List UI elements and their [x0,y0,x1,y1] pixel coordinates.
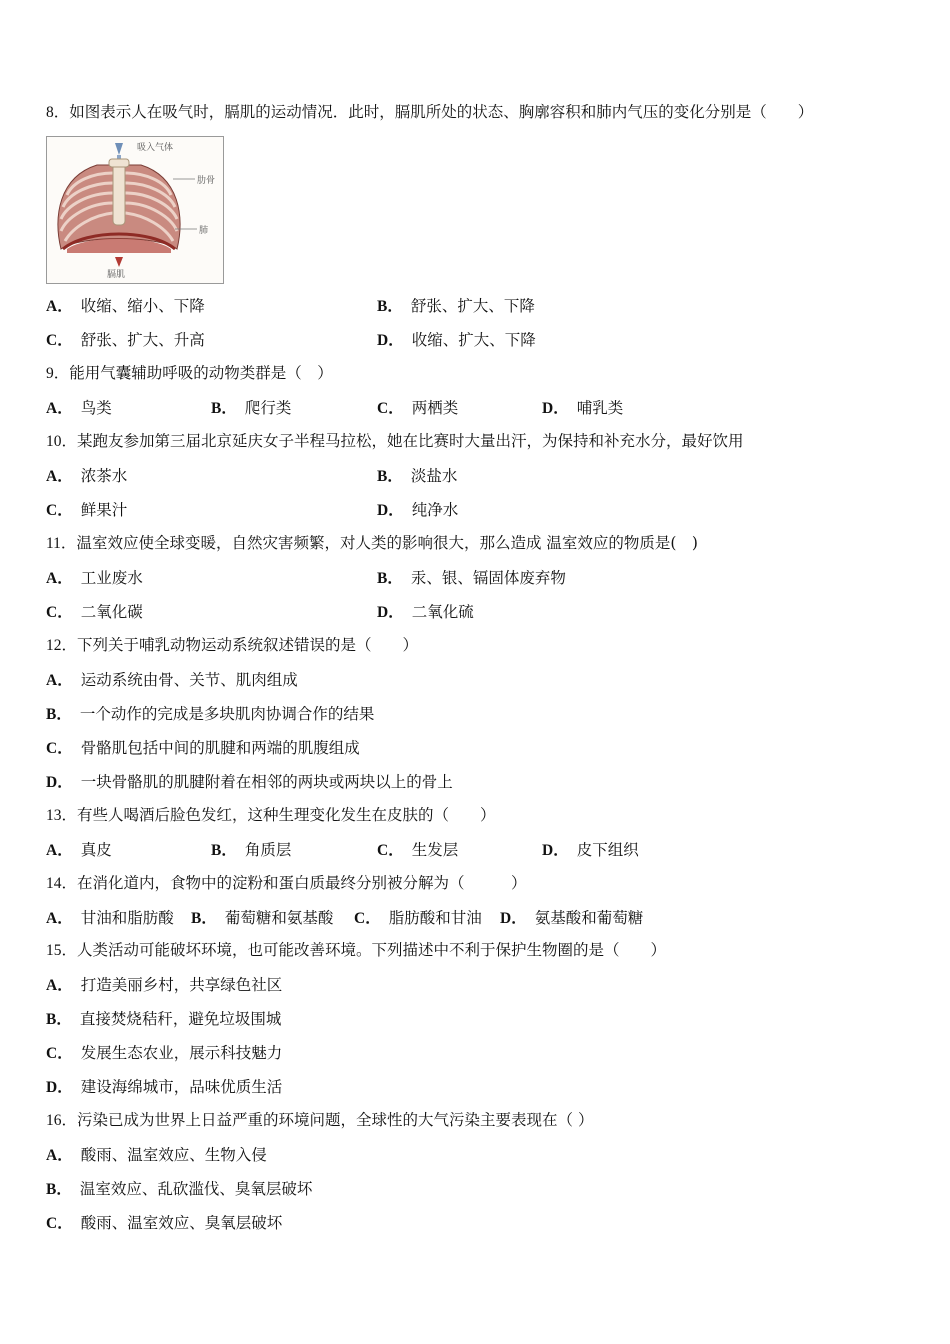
option-text: 脂肪酸和甘油 [388,909,482,927]
question-11-stem [46,532,910,555]
option-label: C． [46,332,73,349]
question-text: 有些人喝酒后脸色发红，这种生理变化发生在皮肤的（ ） [77,806,496,824]
question-11-option-a [46,566,143,588]
option-text: 两栖类 [411,399,459,417]
question-12-option-a [46,668,298,690]
option-text: 舒张、扩大、升高 [80,331,205,349]
question-10-option-a [46,464,127,486]
option-label: B． [191,910,217,927]
question-text: 如图表示人在吸气时，膈肌的运动情况．此时，膈肌所处的状态、胸廓容积和肺内气压的变化分别是（ ） [69,103,814,121]
question-number: 13． [46,807,78,824]
option-text: 打造美丽乡村，共享绿色社区 [80,976,283,994]
option-text: 鸟类 [80,399,112,417]
option-text: 二氧化硫 [411,603,474,621]
question-8-option-c [46,328,205,350]
option-text: 收缩、扩大、下降 [411,331,536,349]
question-15-option-b [46,1007,281,1029]
option-label: A． [46,842,73,859]
option-label: C． [354,910,381,927]
option-label: B． [377,298,403,315]
question-8-option-b [377,294,535,316]
question-text: 某跑友参加第三届北京延庆女子半程马拉松，她在比赛时大量出汗，为保持和补充水分，最好饮用 [77,432,744,450]
option-label: A． [46,977,73,994]
question-10-option-c [46,498,127,520]
question-number: 14． [46,875,78,892]
question-13-option-b [211,838,291,860]
option-label: C． [46,1045,73,1062]
option-label: D． [377,502,404,519]
option-text: 二氧化碳 [80,603,143,621]
option-label: B． [377,468,403,485]
label-diaphragm: 膈肌 [107,270,126,280]
option-label: A． [46,910,73,927]
question-text: 下列关于哺乳动物运动系统叙述错误的是（ ） [77,636,419,654]
question-16-option-b [46,1177,312,1199]
question-8-stem [46,101,910,124]
option-label: D． [500,910,527,927]
option-text: 舒张、扩大、下降 [410,297,535,315]
option-text: 真皮 [80,841,112,859]
option-text: 淡盐水 [410,467,458,485]
question-12-stem [46,634,910,657]
question-9-option-c [377,396,458,418]
question-15-stem [46,939,910,962]
question-9-option-b [211,396,291,418]
question-16-option-a [46,1143,267,1165]
question-12-option-d [46,770,453,792]
question-8-option-d [377,328,536,350]
question-13-option-d [542,838,639,860]
label-inhaled-air: 吸入气体 [137,143,174,153]
question-14-option-b [191,906,333,928]
option-label: B． [377,570,403,587]
question-number: 11． [46,535,77,552]
question-16-stem [46,1109,910,1132]
label-lung: 肺 [199,226,209,236]
option-text: 发展生态农业，展示科技魅力 [80,1044,283,1062]
option-label: D． [377,332,404,349]
option-label: D． [542,842,569,859]
option-text: 甘油和脂肪酸 [80,909,174,927]
option-text: 一个动作的完成是多块肌肉协调合作的结果 [79,705,375,723]
option-text: 骨骼肌包括中间的肌腱和两端的肌腹组成 [80,739,360,757]
label-rib: 肋骨 [197,176,216,186]
option-text: 角质层 [244,841,292,859]
option-label: C． [46,604,73,621]
option-label: B． [46,1181,72,1198]
option-label: A． [46,672,73,689]
question-12-option-b [46,702,374,724]
question-13-option-a [46,838,112,860]
option-text: 皮下组织 [576,841,639,859]
option-text: 一块骨骼肌的肌腱附着在相邻的两块或两块以上的骨上 [80,773,453,791]
question-text: 污染已成为世界上日益严重的环境问题，全球性的大气污染主要表现在（ ） [77,1111,594,1129]
option-text: 葡萄糖和氨基酸 [224,909,334,927]
option-text: 收缩、缩小、下降 [80,297,205,315]
question-11-option-b [377,566,566,588]
question-14-option-d [500,906,643,928]
option-text: 爬行类 [244,399,292,417]
question-10-option-d [377,498,458,520]
question-10-option-b [377,464,457,486]
ribcage-illustration [47,137,223,283]
option-text: 直接焚烧秸秆，避免垃圾围城 [79,1010,282,1028]
question-text: 能用气囊辅助呼吸的动物类群是（ ） [69,364,333,382]
option-label: A． [46,298,73,315]
option-label: C． [377,842,404,859]
option-text: 酸雨、温室效应、生物入侵 [80,1146,267,1164]
option-text: 浓茶水 [80,467,128,485]
option-label: C． [46,502,73,519]
option-label: B． [46,1011,72,1028]
question-9-option-d [542,396,623,418]
option-text: 建设海绵城市，品味优质生活 [80,1078,283,1096]
option-label: B． [211,842,237,859]
option-label: B． [46,706,72,723]
question-10-stem [46,430,910,453]
question-8-option-a [46,294,205,316]
question-14-option-a [46,906,174,928]
question-13-stem [46,804,910,827]
question-number: 9． [46,365,70,382]
question-number: 8． [46,104,70,121]
option-label: D． [46,1079,73,1096]
option-label: A． [46,400,73,417]
option-text: 温室效应、乱砍滥伐、臭氧层破坏 [79,1180,313,1198]
question-text: 在消化道内，食物中的淀粉和蛋白质最终分别被分解为（ ） [77,874,527,892]
option-label: A． [46,468,73,485]
option-label: C． [377,400,404,417]
option-label: B． [211,400,237,417]
question-14-option-c [354,906,482,928]
option-label: D． [377,604,404,621]
question-9-stem [46,362,910,385]
option-text: 工业废水 [80,569,143,587]
question-text: 人类活动可能破坏环境，也可能改善环境。下列描述中不利于保护生物圈的是（ ） [77,941,667,959]
question-16-option-c [46,1211,282,1233]
option-label: D． [542,400,569,417]
question-number: 12． [46,637,78,654]
option-label: D． [46,774,73,791]
question-15-option-d [46,1075,282,1097]
option-text: 酸雨、温室效应、臭氧层破坏 [80,1214,283,1232]
option-label: C． [46,1215,73,1232]
option-label: C． [46,740,73,757]
option-text: 运动系统由骨、关节、肌肉组成 [80,671,298,689]
option-text: 氨基酸和葡萄糖 [534,909,644,927]
question-number: 15． [46,942,78,959]
question-15-option-c [46,1041,282,1063]
question-15-option-a [46,973,282,995]
option-text: 纯净水 [411,501,459,519]
question-number: 10． [46,433,78,450]
question-13-option-c [377,838,458,860]
question-9-option-a [46,396,112,418]
question-number: 16． [46,1112,78,1129]
option-text: 汞、银、镉固体废弃物 [410,569,566,587]
option-text: 生发层 [411,841,459,859]
option-text: 鲜果汁 [80,501,128,519]
question-12-option-c [46,736,360,758]
question-text: 温室效应使全球变暖，自然灾害频繁，对人类的影响很大，那么造成 温室效应的物质是( ) [76,534,698,552]
question-11-option-c [46,600,143,622]
option-label: A． [46,1147,73,1164]
ribcage-diagram [46,136,224,284]
question-14-stem [46,872,910,895]
option-text: 哺乳类 [576,399,624,417]
question-11-option-d [377,600,474,622]
option-label: A． [46,570,73,587]
